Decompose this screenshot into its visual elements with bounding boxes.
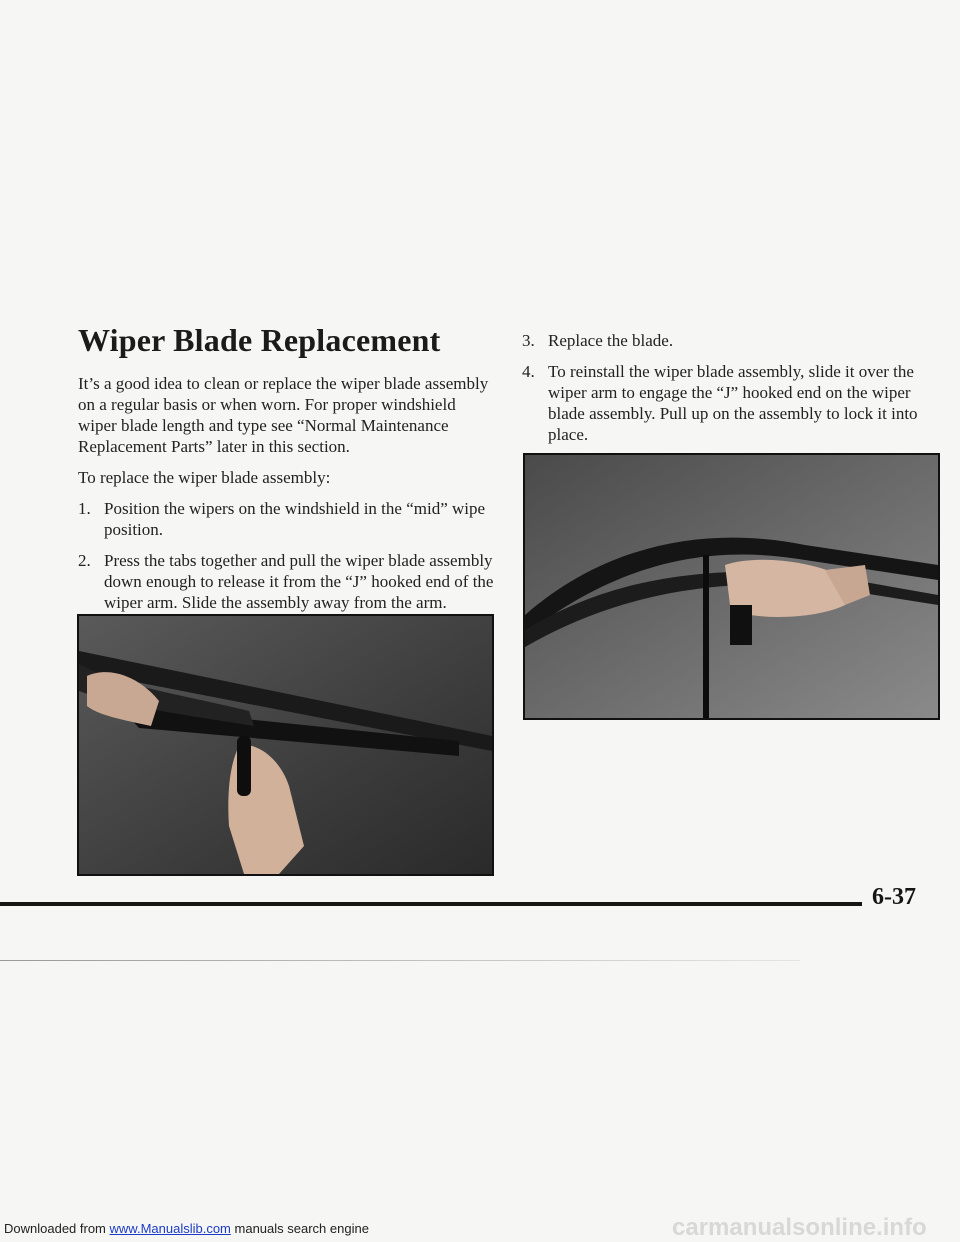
watermark-text: carmanualsonline.info bbox=[672, 1214, 927, 1241]
wiper-installation-photo bbox=[523, 453, 940, 720]
download-footer bbox=[4, 1221, 369, 1236]
lead-in-text: To replace the wiper blade assembly: bbox=[78, 468, 331, 487]
step-text: Replace the blade. bbox=[548, 331, 674, 350]
step-item bbox=[522, 330, 942, 351]
step-number: 4. bbox=[522, 362, 535, 381]
step-number: 2. bbox=[78, 551, 91, 570]
step-item bbox=[78, 498, 498, 540]
footer-suffix: manuals search engine bbox=[234, 1221, 369, 1236]
wiper-installation-illustration bbox=[525, 455, 938, 718]
step-item bbox=[522, 361, 942, 445]
step-number: 3. bbox=[522, 331, 535, 350]
thin-divider bbox=[0, 960, 800, 961]
step-text: Position the wipers on the windshield in the “mid” wipe position. bbox=[104, 499, 486, 539]
step-number: 1. bbox=[78, 499, 91, 518]
step-text: Press the tabs together and pull the wiper blade assembly down enough to release it from the “J” hooked end of the wiper arm. Slide the assembly away from the arm. bbox=[104, 551, 494, 612]
right-column bbox=[522, 330, 942, 455]
section-title: Wiper Blade Replacement bbox=[78, 322, 441, 358]
step-text: To reinstall the wiper blade assembly, slide it over the wiper arm to engage the “J” hooked end on the wiper blade assembly. Pull up on the assembly to lock it into place. bbox=[548, 362, 918, 444]
bottom-rule bbox=[0, 902, 862, 906]
manualslib-link[interactable]: www.Manualslib.com bbox=[109, 1221, 231, 1236]
wiper-removal-photo bbox=[77, 614, 494, 876]
footer-prefix: Downloaded from bbox=[4, 1221, 106, 1236]
wiper-removal-illustration bbox=[79, 616, 492, 874]
left-column bbox=[78, 322, 498, 623]
page-number: 6-37 bbox=[872, 884, 916, 910]
step-item bbox=[78, 550, 498, 613]
intro-paragraph: It’s a good idea to clean or replace the wiper blade assembly on a regular basis or when worn. For proper windshield wiper blade length and type see “Normal Maintenance Replacement Parts” later in this section. bbox=[78, 374, 489, 456]
